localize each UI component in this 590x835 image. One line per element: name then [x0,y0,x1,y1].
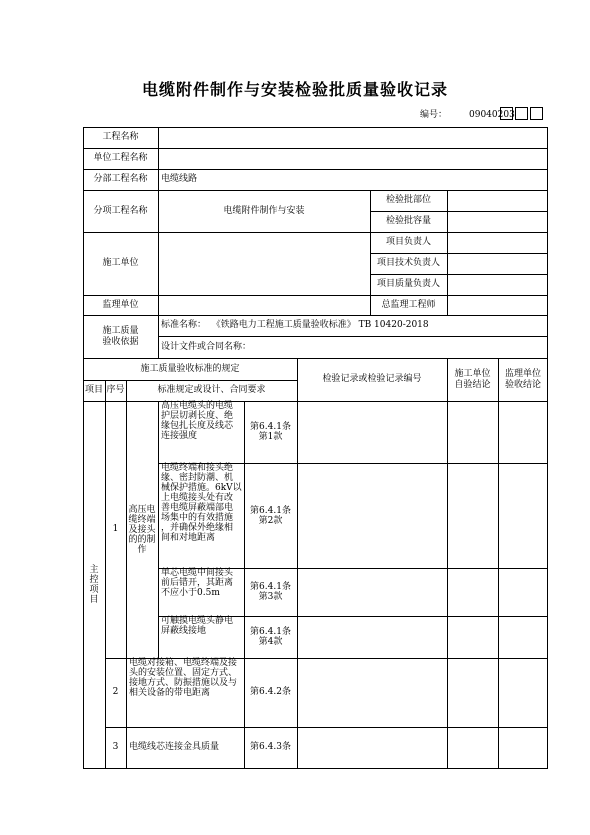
group1-name-line: 作 [137,544,147,555]
requirement-line: 上电缆接头处有改 [161,493,234,503]
requirement-2 [126,658,244,727]
code-box-1[interactable] [500,107,513,120]
requirement-line: 间和对地距离 [161,533,216,543]
batch-part-label: 检验批部位 [385,195,431,206]
main-items-char: 主 [89,565,99,575]
clause-line: 第6.4.1条 [250,627,291,637]
main-items-char: 控 [89,575,99,585]
requirement-line: 头的安装位置、固定方式、 [129,668,238,678]
clause-line: 第3款 [258,592,283,602]
requirement-line: 接地方式、防振措施以及与 [129,678,238,688]
code-box-3[interactable] [530,107,543,120]
requirement-line: 善电缆屏蔽端部电 [161,503,234,513]
group1-name [126,401,158,658]
rule [447,232,448,315]
subitem-label: 分项工程名称 [93,205,148,216]
seq-3: 3 [112,742,119,753]
main-items-char: 目 [89,595,99,605]
division-label: 分部工程名称 [93,174,148,185]
header-line: 施工单位 [454,369,491,379]
header-line: 监理单位 [504,369,541,379]
clause-line: 第4款 [258,637,283,647]
clause-line: 第6.4.1条 [250,422,291,432]
construction-result-header [447,358,498,401]
clause-2: 第6.4.2条 [250,687,291,698]
requirement-1-3 [158,568,244,616]
record-header: 检验记录或检验记录编号 [322,374,422,385]
requirement-line: ，并确保外绝缘相 [161,523,234,533]
group1-name-line: 及接头 [128,524,156,535]
header-line: 验收结论 [504,379,541,390]
rule [447,358,448,769]
requirement-line: 可触摸电缆头静电 [161,616,234,626]
clause-line: 第2款 [258,515,283,526]
design-document: 设计文件或合同名称： [161,341,252,352]
construction-unit-label: 施工单位 [102,258,139,269]
requirement-line: 连接强度 [161,431,198,441]
code-value: 09040203 [469,110,515,120]
clause-3: 第6.4.3条 [250,742,291,753]
basis-label-line: 施工质量 [102,326,139,336]
quality-manager-label: 项目质量负责人 [376,279,440,290]
seq-2: 2 [112,687,119,698]
table-border-bottom [83,768,548,769]
table-border-right [547,127,548,769]
seq-1: 1 [112,524,119,535]
group1-name-line: 的的制 [128,534,156,545]
requirement-3: 电缆线芯连接金具质量 [129,742,220,753]
requirement-line: 不应小于0.5m [161,588,220,598]
acceptance-basis-label [83,315,158,358]
basis-label-line: 验收依据 [102,336,139,347]
unit-project-label: 单位工程名称 [93,153,148,164]
requirement-line: 前后错开，其距离 [161,578,234,588]
requirement-line: 场集中的有效措施 [161,513,234,523]
requirement-line: 缘、密封防潮、机 [161,473,234,483]
main-items-char: 项 [89,585,99,595]
col-requirement: 标准规定或设计、合同要求 [157,385,266,396]
clause-1-1 [244,401,297,463]
group1-name-line: 高压电 [128,504,156,515]
group1-name-line: 缆终端 [128,514,156,525]
clause-1-2 [244,463,297,568]
supervision-unit-label: 监理单位 [102,299,139,310]
requirement-1-4 [158,616,244,658]
code-label: 编号： [420,110,448,120]
division-value: 电缆线路 [161,174,198,185]
requirement-1-2 [158,463,244,568]
requirement-line: 缘包扎长度及线芯 [161,421,234,431]
clause-line: 第1款 [258,432,283,442]
requirement-line: 单芯电缆中间接头 [161,568,234,578]
code-box-2[interactable] [515,107,528,120]
requirement-line: 相关设备的带电距离 [129,688,211,698]
requirement-line: 电缆终端和接头绝 [161,463,234,473]
supervision-result-header [498,358,548,401]
requirement-line: 护层切剥长度、绝 [161,411,234,421]
col-item: 项目 [84,385,103,396]
clause-line: 第6.4.1条 [250,505,291,516]
requirement-line: 屏蔽线接地 [161,626,207,636]
rule [297,358,298,769]
standard-name: 标准名称： 《铁路电力工程施工质量验收标准》 TB 10420-2018 [161,320,429,331]
page-title: 电缆附件制作与安装检验批质量验收记录 [141,80,448,99]
rule [498,358,499,769]
project-manager-label: 项目负责人 [385,237,431,248]
main-items-label [83,401,105,769]
requirement-line: 高压电缆头的电缆 [161,401,234,411]
requirement-line: 电缆对接箱、电缆终端及接 [129,658,238,668]
batch-capacity-label: 检验批容量 [385,216,431,227]
spec-header: 施工质量验收标准的规定 [140,363,240,374]
clause-1-4 [244,616,297,658]
subitem-value: 电缆附件制作与安装 [223,205,305,216]
clause-line: 第6.4.1条 [250,582,291,592]
tech-manager-label: 项目技术负责人 [376,258,440,269]
requirement-line: 械保护措施。6kV以 [161,483,242,493]
acceptance-table [83,127,548,769]
requirement-1-1 [158,401,244,463]
clause-1-3 [244,568,297,616]
chief-engineer-label: 总监理工程师 [381,299,436,310]
rule [447,190,448,232]
header-line: 自验结论 [454,379,491,390]
project-name-label: 工程名称 [102,132,139,143]
col-seq: 序号 [106,385,125,396]
